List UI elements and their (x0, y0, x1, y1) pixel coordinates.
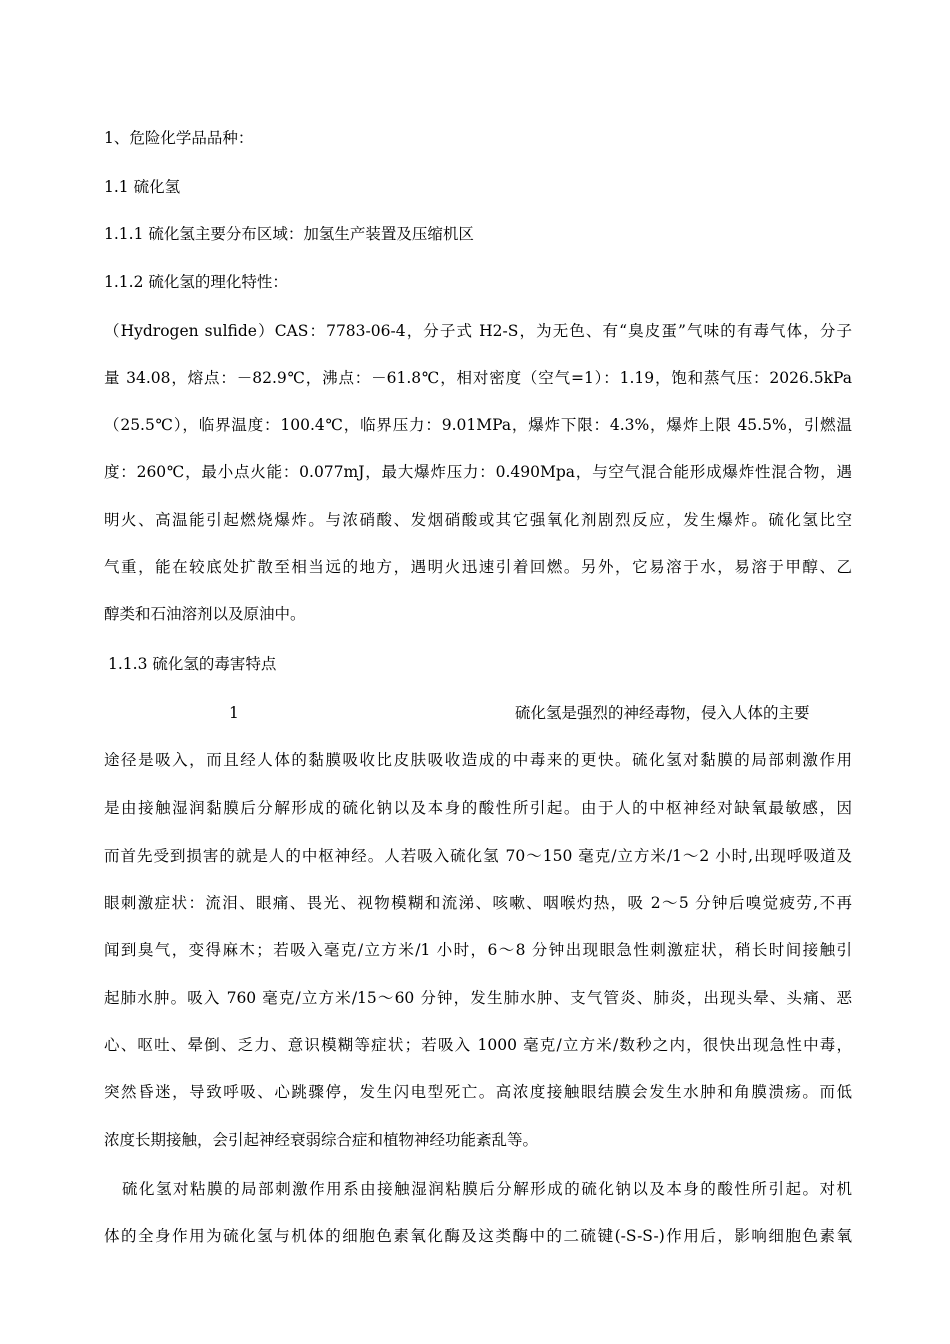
heading-hydrogen-sulfide: 1.1 硫化氢 (104, 178, 181, 196)
properties-line: 度：260℃，最小点火能：0.077mJ，最大爆炸压力：0.490Mpa，与空气混合能形成爆炸性混合物，遇 (104, 463, 852, 481)
properties-line: （25.5℃），临界温度：100.4℃，临界压力：9.01MPa，爆炸下限：4.3%，爆炸上限 45.5%，引燃温 (104, 416, 852, 434)
properties-line: 气重，能在较底处扩散至相当远的地方，遇明火迅速引着回燃。另外，它易溶于水，易溶于甲醇、乙 (104, 558, 852, 576)
toxic-line: 途径是吸入，而且经人体的黏膜吸收比皮肤吸收造成的中毒来的更快。硫化氢对黏膜的局部刺激作用 (104, 751, 852, 769)
heading-hazardous-chemicals: 1、危险化学品品种： (104, 129, 254, 147)
toxic-first-line: 硫化氢是强烈的神经毒物，侵入人体的主要 (515, 704, 810, 722)
mucosa-line: 硫化氢对粘膜的局部刺激作用系由接触湿润粘膜后分解形成的硫化钠以及本身的酸性所引起。对机 (122, 1180, 852, 1198)
mucosa-line: 体的全身作用为硫化氢与机体的细胞色素氧化酶及这类酶中的二硫键(-S-S-)作用后，影响细胞色素氧 (104, 1227, 852, 1245)
properties-line: 明火、高温能引起燃烧爆炸。与浓硝酸、发烟硝酸或其它强氧化剂剧烈反应，发生爆炸。硫化氢比空 (104, 511, 852, 529)
properties-line: （Hydrogen sulfide）CAS：7783-06-4，分子式 H2-S，为无色、有“臭皮蛋”气味的有毒气体，分子 (104, 322, 852, 340)
toxic-line: 而首先受到损害的就是人的中枢神经。人若吸入硫化氢 70～150 毫克/立方米/1～2 小时,出现呼吸道及 (104, 847, 852, 865)
toxic-line: 起肺水肿。吸入 760 毫克/立方米/15～60 分钟，发生肺水肿、支气管炎、肺炎，出现头晕、头痛、恶 (104, 989, 852, 1007)
toxic-line: 突然昏迷，导致呼吸、心跳骤停，发生闪电型死亡。高浓度接触眼结膜会发生水肿和角膜溃疡。而低 (104, 1083, 852, 1101)
list-number: 1 (229, 704, 239, 722)
heading-toxic-characteristics: 1.1.3 硫化氢的毒害特点 (108, 655, 277, 673)
toxic-line: 心、呕吐、晕倒、乏力、意识模糊等症状；若吸入 1000 毫克/立方米/数秒之内，很快出现急性中毒， (104, 1036, 852, 1054)
heading-distribution-area: 1.1.1 硫化氢主要分布区域：加氢生产装置及压缩机区 (104, 225, 474, 243)
toxic-line: 是由接触湿润黏膜后分解形成的硫化钠以及本身的酸性所引起。由于人的中枢神经对缺氧最敏感，因 (104, 799, 852, 817)
heading-physicochemical-properties: 1.1.2 硫化氢的理化特性： (104, 273, 288, 291)
properties-line: 醇类和石油溶剂以及原油中。 (104, 605, 306, 623)
toxic-line: 闻到臭气，变得麻木；若吸入毫克/立方米/1 小时，6～8 分钟出现眼急性刺激症状，稍长时间接触引 (104, 941, 852, 959)
toxic-line: 浓度长期接触，会引起神经衰弱综合症和植物神经功能紊乱等。 (104, 1131, 539, 1149)
toxic-line: 眼刺激症状：流泪、眼痛、畏光、视物模糊和流涕、咳嗽、咽喉灼热，吸 2～5 分钟后嗅觉疲劳,不再 (104, 894, 852, 912)
properties-line: 量 34.08，熔点：－82.9℃，沸点：－61.8℃，相对密度（空气=1）：1.19，饱和蒸气压：2026.5kPa (104, 369, 852, 387)
